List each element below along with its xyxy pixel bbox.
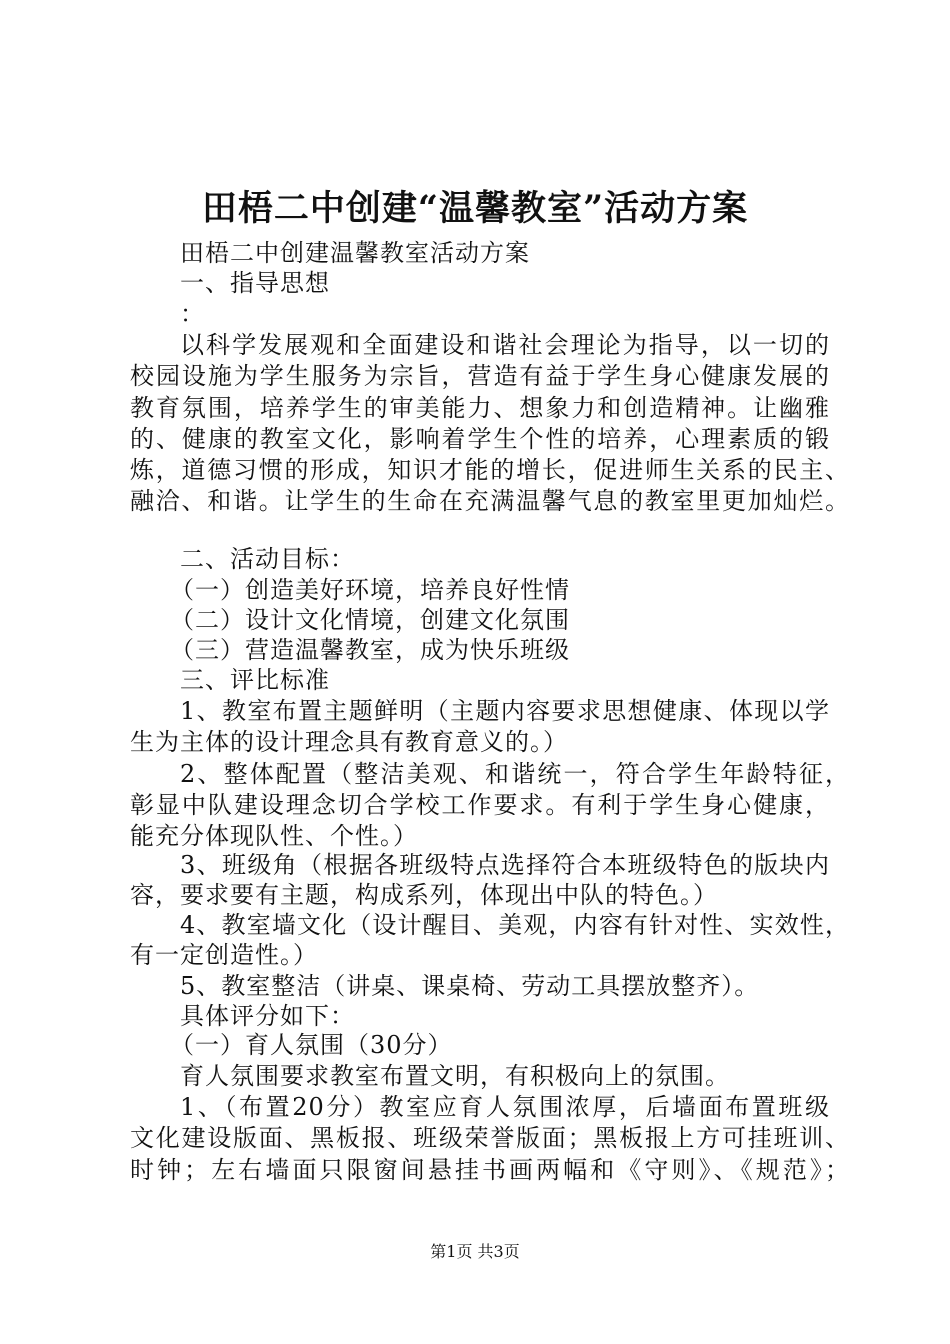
paragraph-line: 有一定创造性。） bbox=[130, 941, 318, 969]
section-heading: 一、指导思想 bbox=[180, 269, 330, 297]
page-footer: 第1页 共3页 bbox=[430, 1242, 520, 1261]
paragraph-line: 以科学发展观和全面建设和谐社会理论为指导，以一切的 bbox=[180, 331, 830, 359]
paragraph-line: 炼，道德习惯的形成，知识才能的增长，促进师生关系的民主、 bbox=[130, 456, 850, 484]
paragraph-line: 1、教室布置主题鲜明（主题内容要求思想健康、体现以学 bbox=[180, 697, 830, 725]
paragraph-line: 生为主体的设计理念具有教育意义的。） bbox=[130, 728, 568, 756]
list-item: （三）营造温馨教室，成为快乐班级 bbox=[170, 636, 570, 664]
document-title: 田梧二中创建“温馨教室”活动方案 bbox=[201, 188, 749, 229]
paragraph-line: 教育氛围，培养学生的审美能力、想象力和创造精神。让幽雅 bbox=[130, 394, 830, 422]
paragraph-line: 彰显中队建设理念切合学校工作要求。有利于学生身心健康， bbox=[130, 791, 830, 819]
paragraph-line: 4、教室墙文化（设计醒目、美观，内容有针对性、实效性， bbox=[180, 911, 850, 939]
section-heading: 二、活动目标： bbox=[180, 545, 355, 573]
paragraph-line: 3、班级角（根据各班级特点选择符合本班级特色的版块内 bbox=[180, 851, 830, 879]
paragraph-line: 文化建设版面、黑板报、班级荣誉版面；黑板报上方可挂班训、 bbox=[130, 1124, 850, 1152]
paragraph-line: 2、整体配置（整洁美观、和谐统一，符合学生年龄特征， bbox=[180, 760, 850, 788]
list-item: （一）创造美好环境，培养良好性情 bbox=[170, 576, 570, 604]
subtitle-line: 田梧二中创建温馨教室活动方案 bbox=[180, 239, 530, 267]
paragraph-line: 具体评分如下： bbox=[180, 1002, 355, 1030]
paragraph-line: 1、（布置20分）教室应育人氛围浓厚，后墙面布置班级 bbox=[180, 1093, 830, 1121]
section-heading: 三、评比标准 bbox=[180, 666, 330, 694]
paragraph-line: 时钟；左右墙面只限窗间悬挂书画两幅和《守则》、《规范》； bbox=[130, 1156, 850, 1184]
list-item: （二）设计文化情境，创建文化氛围 bbox=[170, 606, 570, 634]
paragraph-line: 5、教室整洁（讲桌、课桌椅、劳动工具摆放整齐）。 bbox=[180, 972, 760, 1000]
paragraph-line: 的、健康的教室文化，影响着学生个性的培养，心理素质的锻 bbox=[130, 425, 830, 453]
text-line: ： bbox=[180, 300, 205, 328]
paragraph-line: 能充分体现队性、个性。） bbox=[130, 822, 418, 850]
paragraph-line: 校园设施为学生服务为宗旨，营造有益于学生身心健康发展的 bbox=[130, 362, 830, 390]
paragraph-line: 育人氛围要求教室布置文明，有积极向上的氛围。 bbox=[180, 1062, 730, 1090]
paragraph-line: 融洽、和谐。让学生的生命在充满温馨气息的教室里更加灿烂。 bbox=[130, 487, 850, 515]
paragraph-line: 容，要求要有主题，构成系列，体现出中队的特色。） bbox=[130, 881, 718, 909]
subsection-heading: （一）育人氛围（30分） bbox=[170, 1031, 453, 1059]
